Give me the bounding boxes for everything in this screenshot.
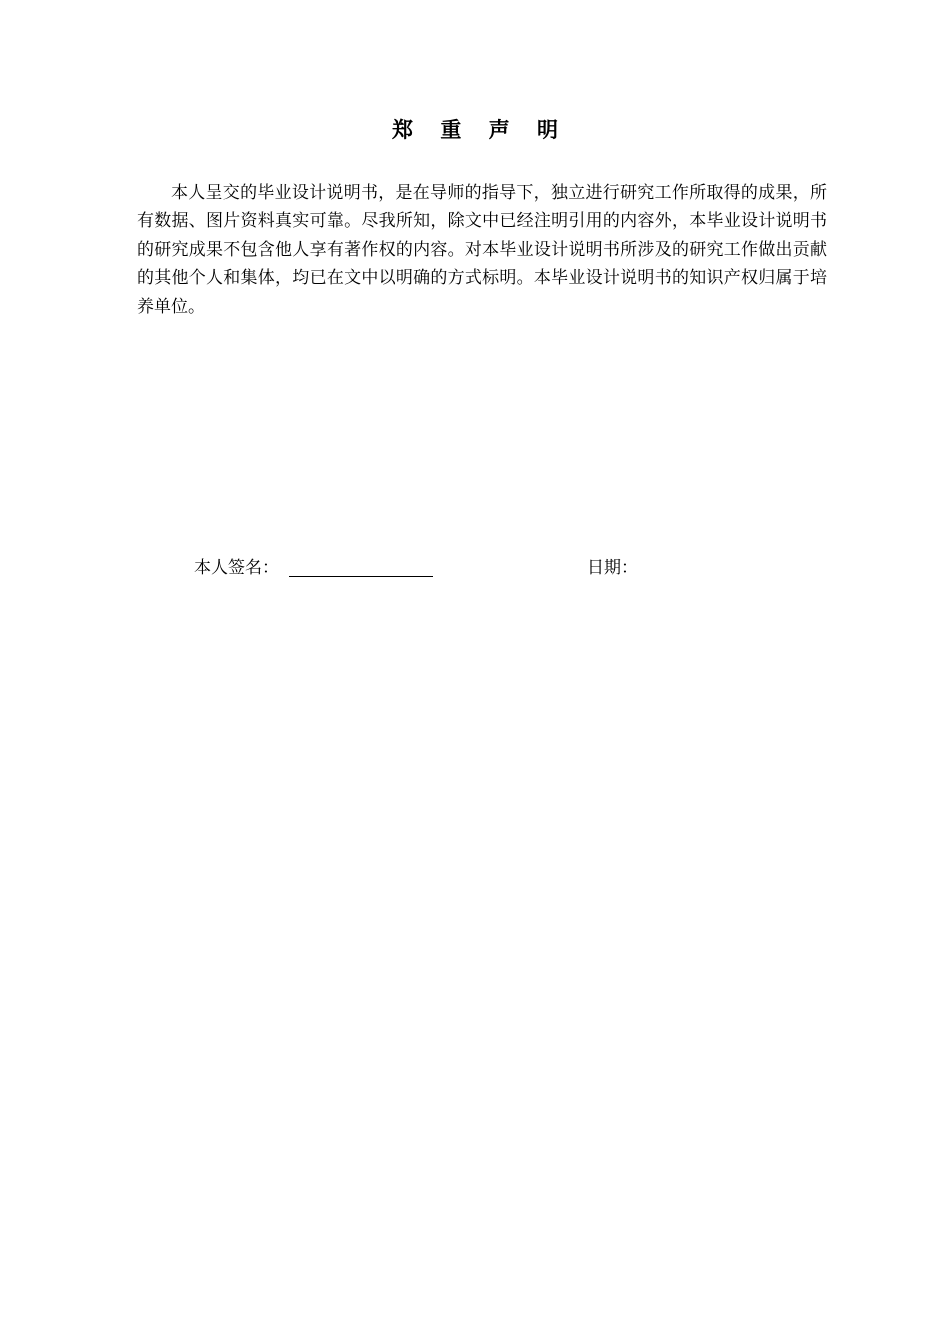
signature-row: [0, 554, 950, 582]
page-title: 郑 重 声 明: [392, 118, 568, 142]
declaration-paragraph: 本人呈交的毕业设计说明书，是在导师的指导下，独立进行研究工作所取得的成果，所有数据、图片资料真实可靠。尽我所知，除文中已经注明引用的内容外，本毕业设计说明书的研究成果不包含他人享有著作权的内容。对本毕业设计说明书所涉及的研究工作做出贡献的其他个人和集体，均已在文中以明确的方式标明。本毕业设计说明书的知识产权归属于培养单位。: [137, 183, 827, 317]
date-label: 日期：: [587, 558, 638, 578]
signature-line: [289, 576, 433, 577]
signature-label: 本人签名：: [194, 558, 279, 578]
